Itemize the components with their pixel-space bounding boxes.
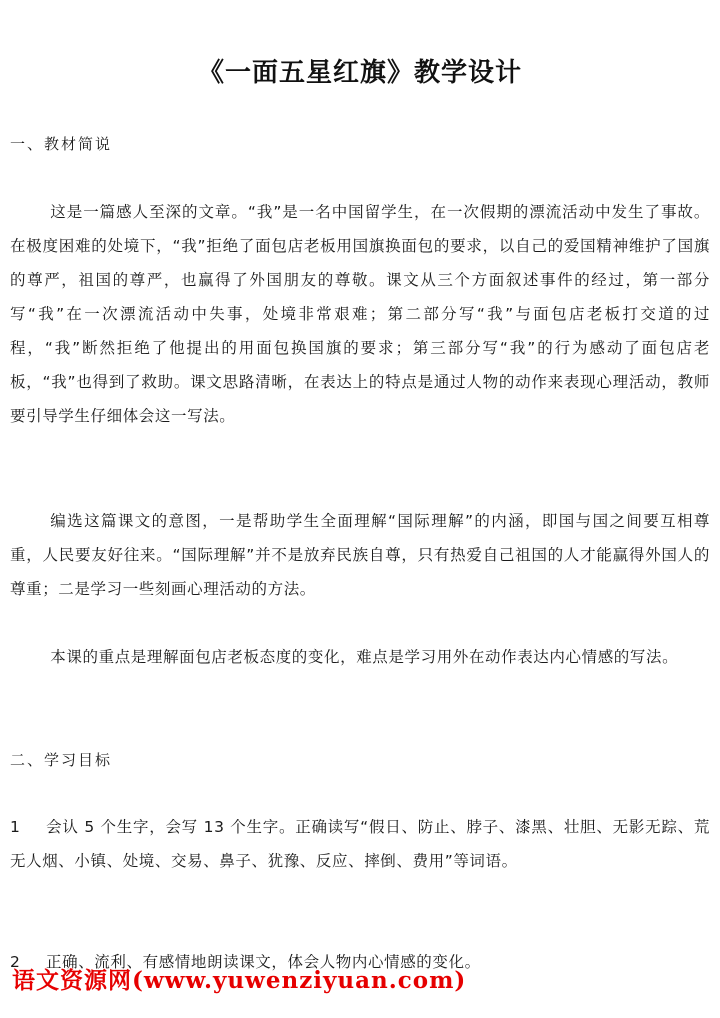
source-watermark: 语文资源网(www.yuwenziyuan.com) <box>12 967 467 994</box>
paragraph-key-points: 本课的重点是理解面包店老板态度的变化，难点是学习用外在动作表达内心情感的写法。 <box>50 648 679 666</box>
paragraph-summary: 这是一篇感人至深的文章。“我”是一名中国留学生，在一次假期的漂流活动中发生了事故。在极度困难的处境下，“我”拒绝了面包店老板用国旗换面包的要求，以自己的爱国精神维护了国旗的尊严，祖国的尊严，也赢得了外国朋友的尊敬。课文从三个方面叙述事件的经过，第一部分写“我”在一次漂流活动中失事，处境非常艰难；第二部分写“我”与面包店老板打交道的过程，“我”断然拒绝了他提出的用面包换国旗的要求；第三部分写“我”的行为感动了面包店老板，“我”也得到了救助。课文思路清晰，在表达上的特点是通过人物的动作来表现心理活动，教师要引导学生仔细体会这一写法。 <box>10 203 710 425</box>
list-item-text: 正确、流利、有感情地朗读课文，体会人物内心情感的变化。 <box>46 953 481 971</box>
paragraph-intent: 编选这篇课文的意图，一是帮助学生全面理解“国际理解”的内涵，即国与国之间要互相尊重，人民要友好往来。“国际理解”并不是放弃民族自尊，只有热爱自己祖国的人才能赢得外国人的尊重；二是学习一些刻画心理活动的方法。 <box>10 512 710 598</box>
list-item-number: 2 <box>10 953 21 971</box>
list-item <box>10 810 710 878</box>
list-item-text: 会认 5 个生字，会写 13 个生字。正确读写“假日、防止、脖子、漆黑、壮胆、无影无踪、荒无人烟、小镇、处境、交易、鼻子、犹豫、反应、摔倒、费用”等词语。 <box>10 818 710 870</box>
list-item-number: 1 <box>10 818 21 836</box>
section-heading-learning-goals: 二、学习目标 <box>10 751 113 769</box>
document-title: 《一面五星红旗》教学设计 <box>197 58 522 88</box>
section-heading-textbook-intro: 一、教材简说 <box>10 135 113 153</box>
